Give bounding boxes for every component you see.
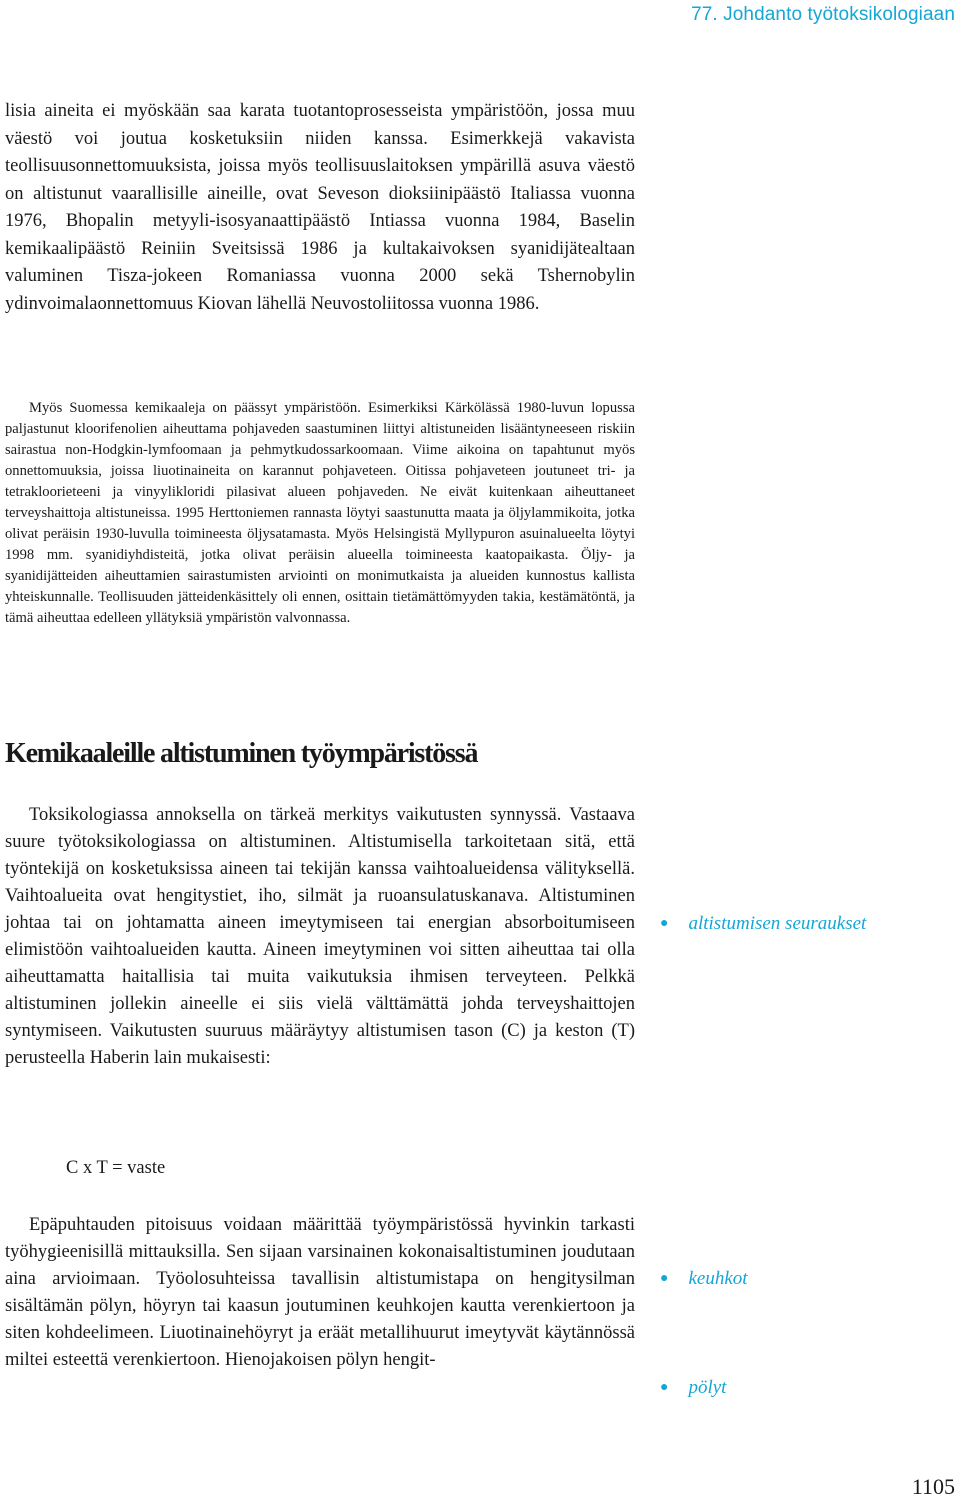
margin-note-label: pölyt bbox=[688, 1377, 727, 1398]
paragraph-4-text: Epäpuhtauden pitoisuus voidaan määrittää työympäristössä hyvinkin tarkasti työhygieenisillä mittauksilla. Sen sijaan varsinainen kokonaisaltistuminen joudutaan aina arvioimaan. Työolosuhteissa tavallisin altistumistapa on hengitysilman sisältämän pölyn, höyryn tai kaasun joutuminen keuhkojen kautta verenkiertoon ja siten kohdeelimeen. Liuotinainehöyryt ja eräät metallihuurut imeytyvät käytännössä miltei esteettä verenkiertoon. Hienojakoisen pölyn hengit- bbox=[5, 1215, 635, 1370]
bullet-icon: ● bbox=[660, 1380, 669, 1395]
page-number: 1105 bbox=[911, 1474, 955, 1499]
bullet-icon: ● bbox=[660, 916, 669, 931]
paragraph-2-text: Myös Suomessa kemikaaleja on päässyt ympäristöön. Esimerkiksi Kärkölässä 1980-luvun lopussa paljastunut kloorifenolien aiheuttama pohjaveden saastuminen liittyi altistuneiden lisääntyneeseen riskiin sairastua non-Hodgkin-lymfoomaan ja pehmytkudossarkoomaan. Viime aikoina on tapahtunut myös onnettomuuksia, joissa liuotinaineita on karannut pohjaveteen. Oitissa pohjaveteen joutuneet tri- ja tetrakloorieteeni ja vinyylikloridi pilasivat alueen pohjaveden. Ne eivät kuitenkaan aiheuttaneet terveyshaittoja altistuneissa. 1995 Herttoniemen rannasta löytyi saastunutta maata ja öljylammikoita, jotka olivat peräisin 1930-luvulla toimineesta öljysatamasta. Myös Helsingistä Myllypuron asuinalueelta löytyi 1998 mm. syanidiyhdisteitä, jotka olivat peräisin alueella toimineesta kaatopaikasta. Öljy- ja syanidijätteiden aiheuttamien sairastumisten arviointi on monimutkaista ja alueiden kunnostus kallista yhteiskunnalle. Teollisuuden jätteidenkäsittely oli ennen, osittain tietämättömyyden takia, kestämätöntä, ja tämä aiheuttaa edelleen yllätyksiä ympäristön valvonnassa. bbox=[5, 400, 635, 626]
margin-note-altistumisen-seuraukset bbox=[660, 913, 866, 935]
margin-note-label: keuhkot bbox=[688, 1268, 748, 1289]
bullet-icon: ● bbox=[660, 1271, 669, 1286]
chapter-header: 77. Johdanto työtoksikologiaan bbox=[691, 4, 955, 25]
margin-note-keuhkot bbox=[660, 1268, 748, 1290]
haber-formula: C x T = vaste bbox=[66, 1158, 166, 1178]
margin-note-label: altistumisen seuraukset bbox=[688, 913, 867, 934]
body-paragraph-3 bbox=[5, 802, 635, 1072]
paragraph-3-text: Toksikologiassa annoksella on tärkeä merkitys vaikutusten synnyssä. Vastaava suure työtoksikologiassa on altistuminen. Altistumisella tarkoitetaan sitä, että työntekijä on kosketuksissa aineen tai tekijän kanssa vaihtoalueidensa välityksellä. Vaihtoalueita ovat hengitystiet, iho, silmät ja ruoansulatuskanava. Altistuminen johtaa tai on johtamatta aineen imeytymiseen tai energian absorboitumiseen elimistöön vaihtoalueiden kautta. Aineen imeytyminen voi sitten aiheuttaa tai olla aiheuttamatta haitallisia tai muita vaikutuksia ihmisen terveyteen. Pelkkä altistuminen jollekin aineelle ei siis vielä välttämättä johda terveyshaittojen syntymiseen. Vaikutusten suuruus määräytyy altistumisen tason (C) ja keston (T) perusteella Haberin lain mukaisesti: bbox=[5, 805, 635, 1068]
body-paragraph-4 bbox=[5, 1212, 635, 1374]
margin-note-polyt bbox=[660, 1377, 726, 1399]
body-paragraph-2 bbox=[5, 398, 635, 629]
body-paragraph-1: lisia aineita ei myöskään saa karata tuotantoprosesseista ympäristöön, jossa muu väestö voi joutua kosketuksiin niiden kanssa. Esimerkkejä vakavista teollisuusonnettomuuksista, joissa myös teollisuuslaitoksen ympärillä asuva väestö on altistunut vaarallisille aineille, ovat Seveson dioksiinipäästö Italiassa vuonna 1976, Bhopalin metyyli-isosyanaattipäästö Intiassa vuonna 1984, Baselin kemikaalipäästö Reiniin Sveitsissä 1986 ja kultakaivoksen syanidijätealtaan valuminen Tisza-jokeen Romaniassa vuonna 2000 sekä Tshernobylin ydinvoimalaonnettomuus Kiovan lähellä Neuvostoliitossa vuonna 1986. bbox=[5, 101, 635, 314]
section-heading: Kemikaaleille altistuminen työympäristössä bbox=[5, 738, 478, 769]
